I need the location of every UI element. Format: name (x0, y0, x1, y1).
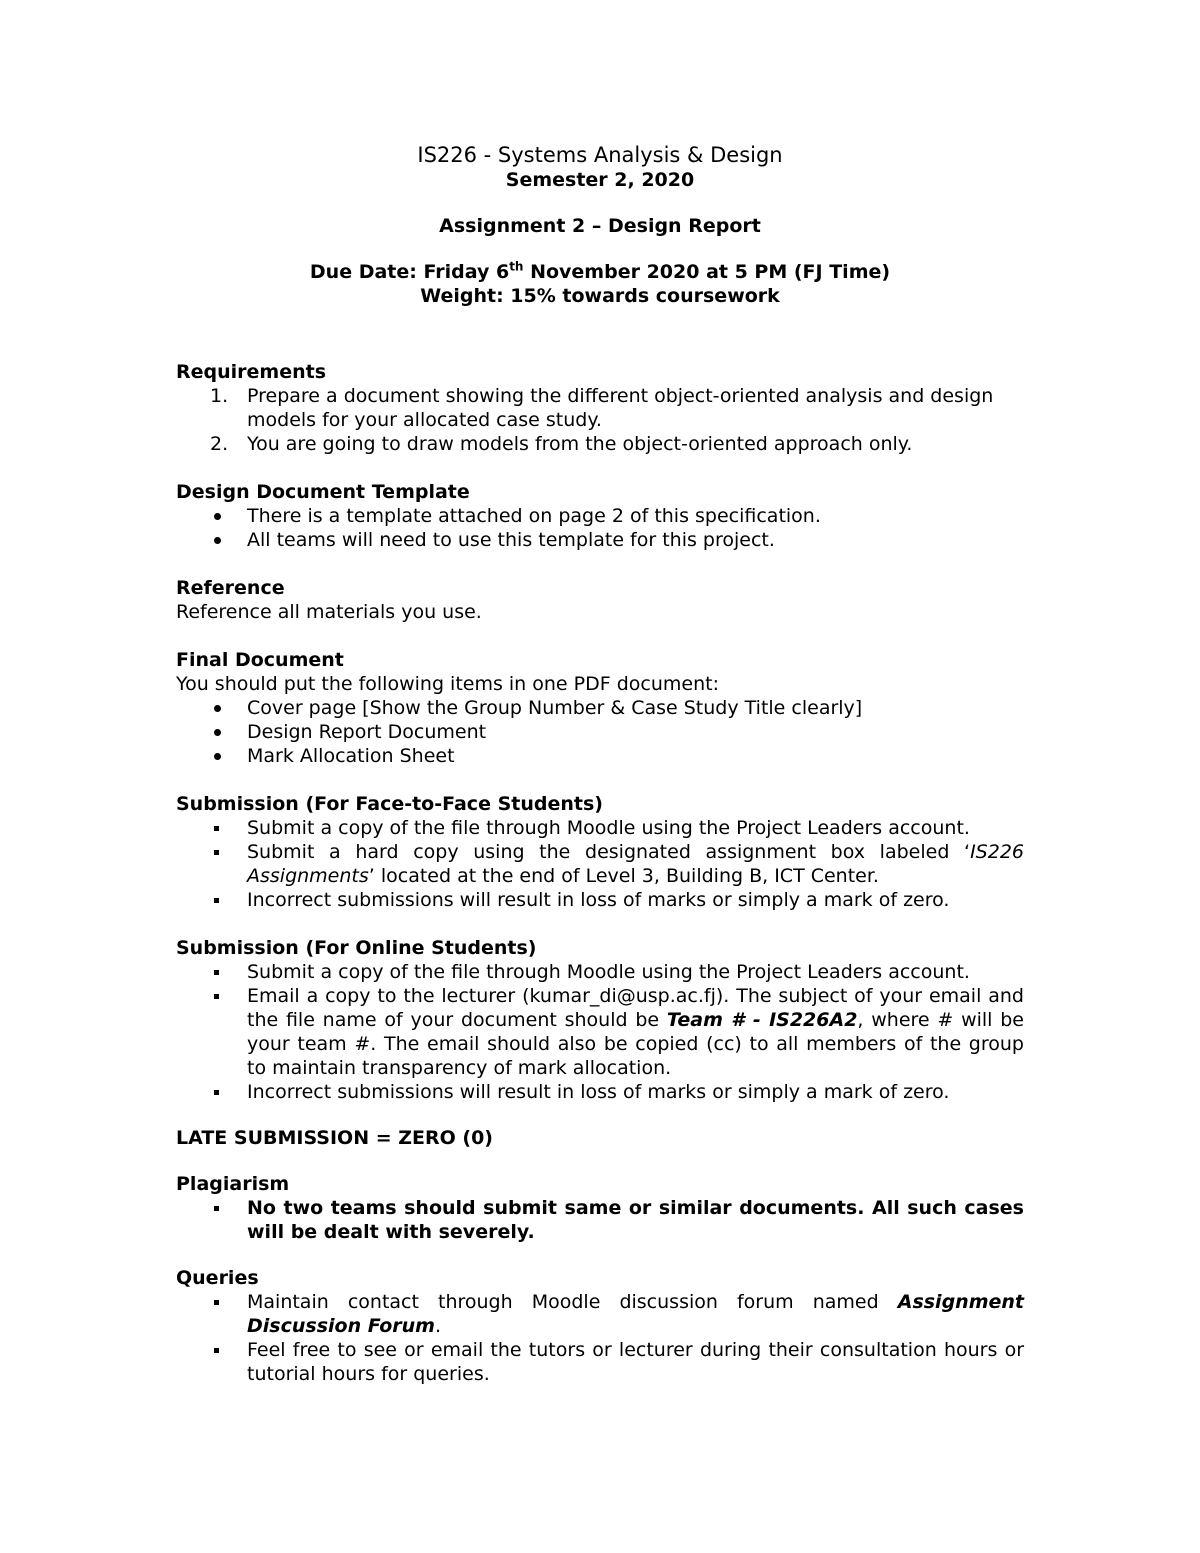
list-item-text: Incorrect submissions will result in loss of marks or simply a mark of zero. (247, 889, 950, 911)
list-item-text: There is a template attached on page 2 of this specification. (247, 505, 821, 527)
list-item-text: Cover page [Show the Group Number & Case Study Title clearly] (247, 697, 863, 719)
assignment-title: Assignment 2 – Design Report (439, 215, 761, 237)
document-page (176, 142, 1024, 1386)
final-document-heading: Final Document (176, 649, 344, 671)
late-submission-notice: LATE SUBMISSION = ZERO (0) (176, 1127, 493, 1149)
submission-online-heading: Submission (For Online Students) (176, 937, 537, 959)
final-document-list (176, 696, 1024, 768)
list-item-bold-italic: Assignment Discussion Forum (247, 1291, 1024, 1337)
list-item (176, 1080, 1024, 1104)
list-item (176, 888, 1024, 912)
template-list (176, 504, 1024, 552)
due-date (176, 260, 1024, 284)
list-item-text: Submit a copy of the file through Moodle using the Project Leaders account. (247, 961, 970, 983)
list-item (176, 984, 1024, 1080)
list-item (176, 816, 1024, 840)
requirements-list (176, 384, 1024, 456)
submission-f2f-list (176, 816, 1024, 912)
template-heading: Design Document Template (176, 481, 470, 503)
list-item (176, 504, 1024, 528)
list-item (176, 1196, 1024, 1244)
reference-text: Reference all materials you use. (176, 601, 482, 623)
queries-list (176, 1290, 1024, 1386)
plagiarism-list (176, 1196, 1024, 1244)
semester-line: Semester 2, 2020 (505, 169, 695, 191)
due-date-suffix: November 2020 at 5 PM (FJ Time) (523, 261, 891, 283)
list-item (176, 528, 1024, 552)
list-item (176, 840, 1024, 888)
list-item-text: ’ located at the end of Level 3, Building B, ICT Center. (368, 865, 879, 887)
course-title: IS226 - Systems Analysis & Design (417, 143, 783, 167)
list-item (176, 384, 1024, 432)
list-number: 1. (210, 385, 229, 407)
list-item (176, 432, 1024, 456)
list-item-text: Maintain contact through Moodle discussion forum named (247, 1291, 898, 1313)
list-item-text: Design Report Document (247, 721, 487, 743)
submission-f2f-heading: Submission (For Face-to-Face Students) (176, 793, 603, 815)
submission-online-list (176, 960, 1024, 1104)
weight-line: Weight: 15% towards coursework (420, 285, 780, 307)
list-item-text: Email a copy to the lecturer (kumar_di@usp.ac.fj). The subject of your email and the file name of your document should be (247, 985, 1024, 1031)
list-item (176, 960, 1024, 984)
list-item-text: Incorrect submissions will result in loss of marks or simply a mark of zero. (247, 1081, 950, 1103)
list-item-text: Submit a hard copy using the designated assignment box labeled ‘ (247, 841, 971, 863)
list-item-text: . (434, 1315, 442, 1337)
list-item (176, 1290, 1024, 1338)
list-item-text: You are going to draw models from the object-oriented approach only. (247, 433, 913, 455)
list-item (176, 1338, 1024, 1386)
list-item-text: Prepare a document showing the different object-oriented analysis and design models for your allocated case study. (247, 385, 994, 431)
list-item-text: Submit a copy of the file through Moodle using the Project Leaders account. (247, 817, 970, 839)
requirements-heading: Requirements (176, 361, 327, 383)
list-item (176, 720, 1024, 744)
plagiarism-heading: Plagiarism (176, 1173, 290, 1195)
queries-heading: Queries (176, 1267, 259, 1289)
final-document-intro: You should put the following items in one PDF document: (176, 673, 719, 695)
list-item (176, 696, 1024, 720)
list-number: 2. (210, 433, 229, 455)
list-item-text: No two teams should submit same or similar documents. All such cases will be dealt with severely. (247, 1197, 1024, 1243)
due-date-sup: th (509, 259, 524, 274)
list-item-bold-italic: Team # - IS226A2 (666, 1009, 858, 1031)
list-item-text: , where # will be your team #. The email should also be copied (cc) to all members of the group to maintain transparency of mark allocation. (247, 1009, 1024, 1079)
reference-heading: Reference (176, 577, 285, 599)
list-item (176, 744, 1024, 768)
list-item-text: All teams will need to use this template for this project. (247, 529, 775, 551)
list-item-italic: IS226 Assignments (247, 841, 1024, 887)
list-item-text: Mark Allocation Sheet (247, 745, 455, 767)
due-date-prefix: Due Date: Friday 6 (309, 261, 510, 283)
list-item-text: Feel free to see or email the tutors or lecturer during their consultation hours or tutorial hours for queries. (247, 1339, 1024, 1385)
